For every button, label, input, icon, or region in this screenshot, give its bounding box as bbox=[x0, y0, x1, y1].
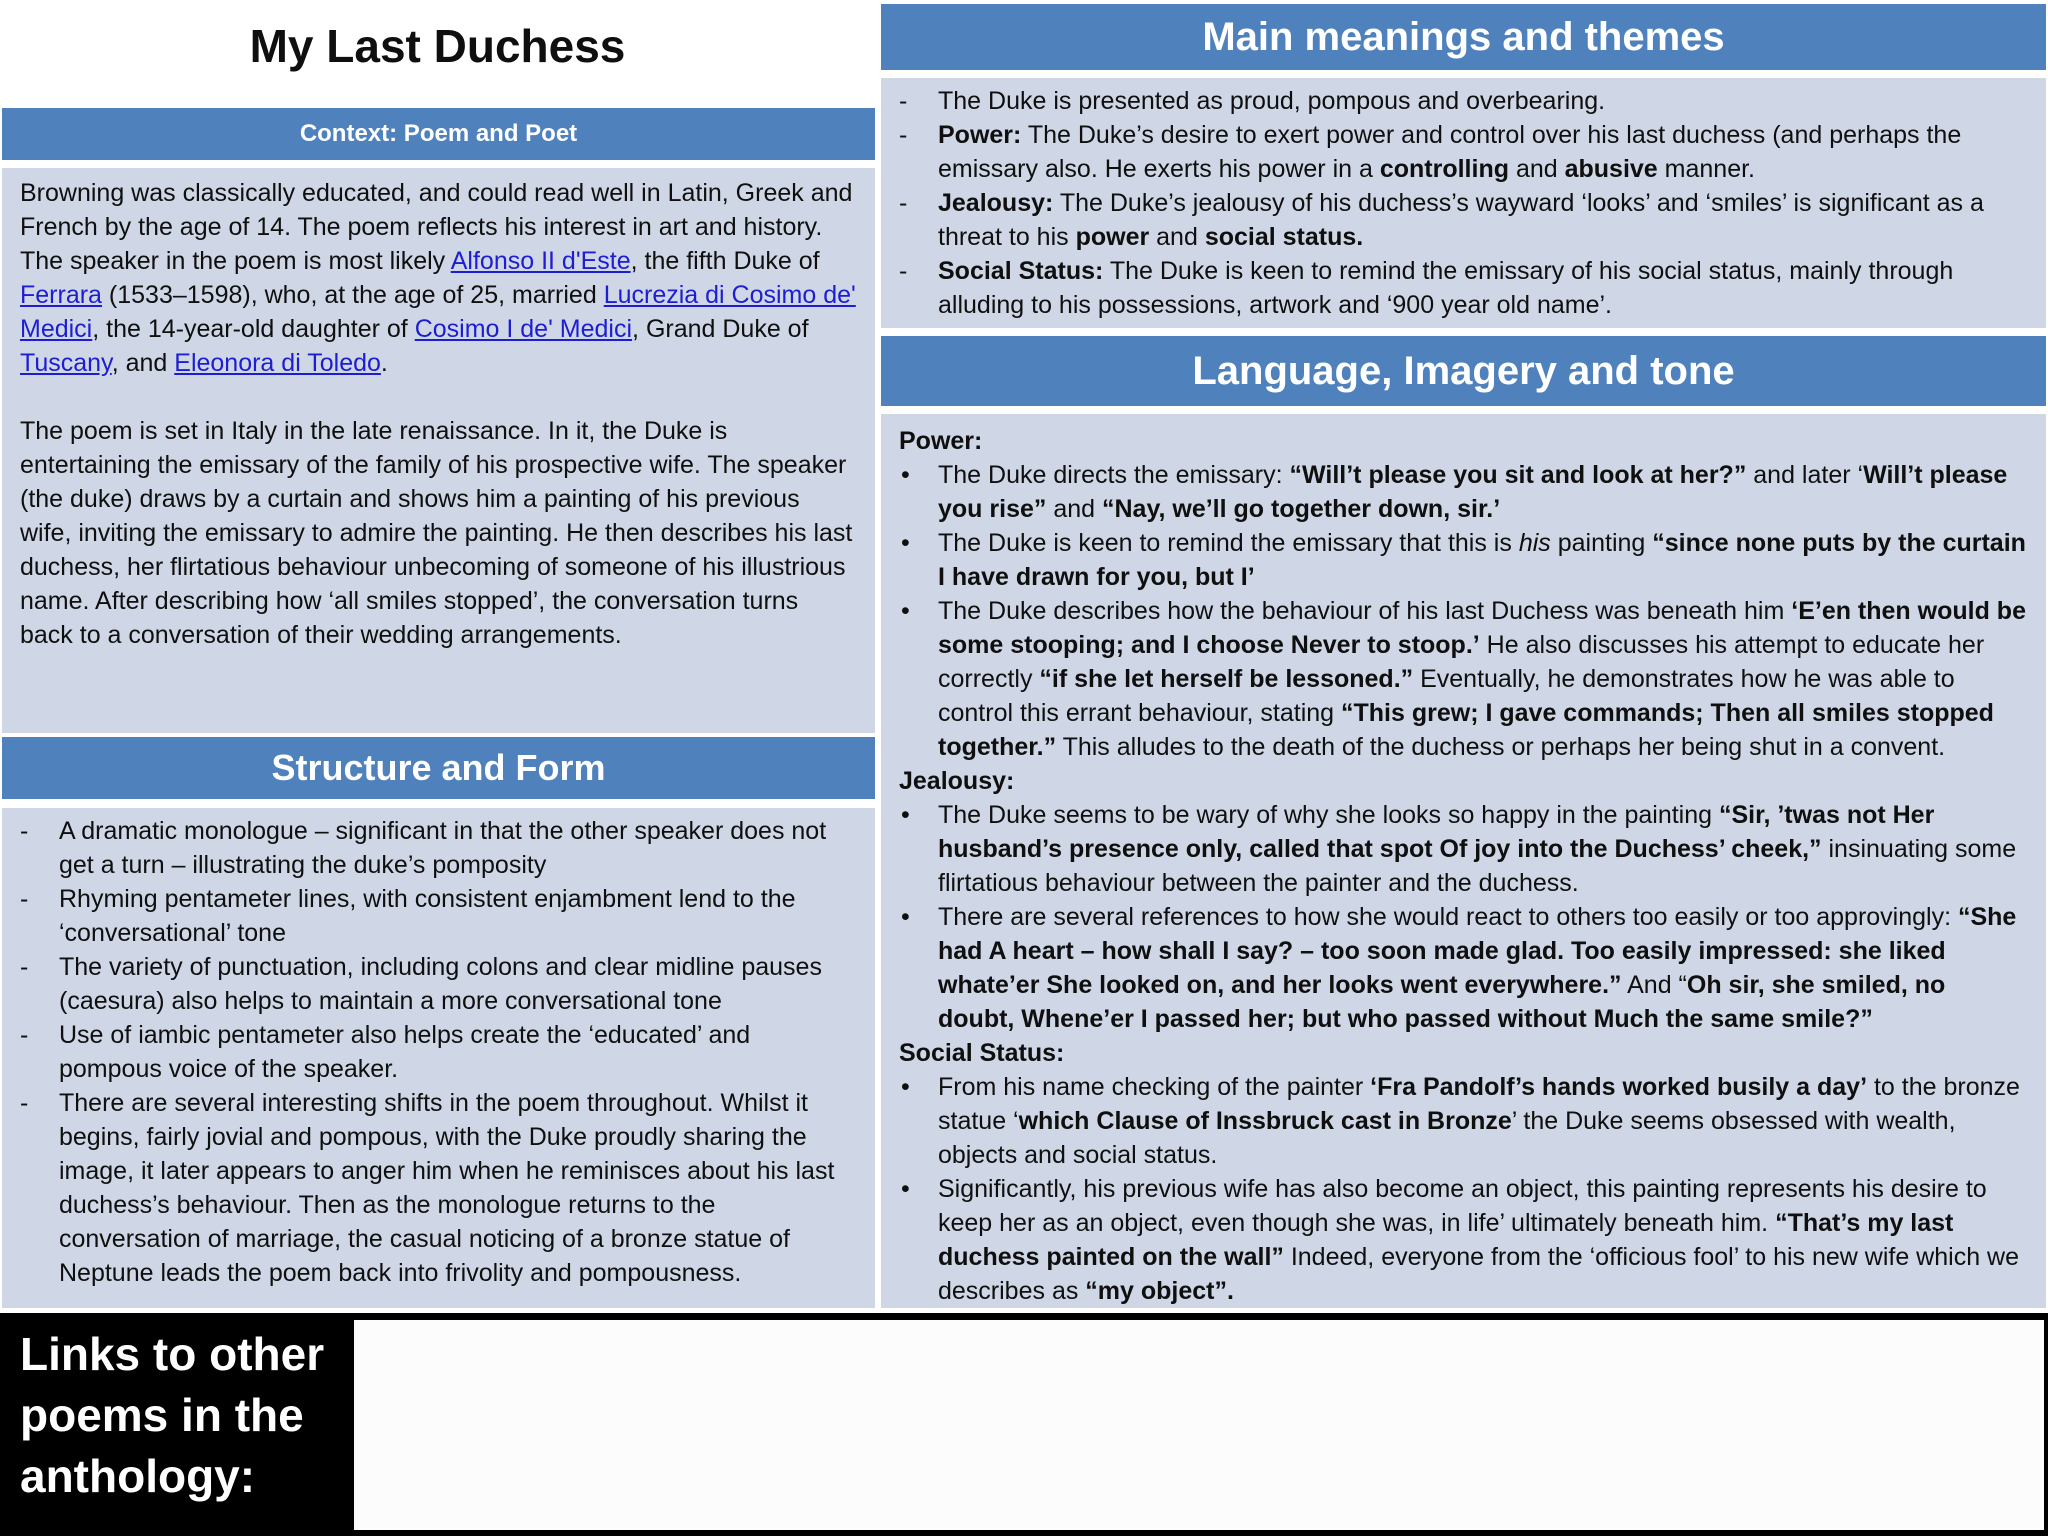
structure-heading: Structure and Form bbox=[2, 737, 875, 799]
list-item bbox=[20, 814, 857, 882]
list-item bbox=[20, 1086, 857, 1290]
list-item bbox=[20, 882, 857, 950]
context-paragraph-spacer bbox=[20, 380, 857, 414]
list-item bbox=[899, 186, 2028, 254]
context-paragraph-2 bbox=[20, 414, 857, 652]
bold-text: “This grew; I gave commands; Then all smiles stopped together.” bbox=[938, 699, 1994, 761]
text-run: . bbox=[380, 349, 388, 377]
text-run: Rhyming pentameter lines, with consistent enjambment lend to the ‘conversational’ tone bbox=[59, 885, 796, 947]
text-run: The Duke seems to be wary of why she looks so happy in the painting bbox=[938, 801, 1719, 829]
text-run: , and bbox=[111, 349, 175, 377]
text-run: The Duke describes how the behaviour of his last Duchess was beneath him bbox=[938, 597, 1792, 625]
text-run: The Duke directs the emissary: bbox=[938, 461, 1290, 489]
language-subheading: Social Status: bbox=[899, 1039, 1065, 1067]
language-panel bbox=[881, 414, 2046, 1308]
bold-text: “since none puts by the curtain I have drawn for you, but I’ bbox=[938, 529, 2026, 591]
text-run: The Duke is keen to remind the emissary that this is bbox=[938, 529, 1519, 557]
text-run: insinuating some flirtatious behaviour between the painter and the duchess. bbox=[938, 835, 2017, 897]
reference-link[interactable]: Cosimo I de' Medici bbox=[414, 315, 633, 343]
text-run: This alludes to the death of the duchess or perhaps her being shut in a convent. bbox=[1056, 733, 1946, 761]
language-sections bbox=[899, 424, 2028, 1308]
list-item bbox=[899, 118, 2028, 186]
list-item bbox=[899, 1070, 2028, 1172]
text-run: There are several references to how she would react to others too easily or too approvingly: bbox=[938, 903, 1958, 931]
text-run: The Duke’s desire to exert power and control over his last duchess (and perhaps the emissary also. He exerts his power in a bbox=[938, 121, 1962, 183]
bold-text: Social Status: bbox=[938, 257, 1104, 285]
bold-text: social status. bbox=[1204, 223, 1364, 251]
text-run: Indeed, everyone from the ‘officious fool’ to his new wife which we describes as bbox=[938, 1243, 2019, 1305]
language-heading: Language, Imagery and tone bbox=[881, 336, 2046, 406]
themes-panel bbox=[881, 78, 2046, 328]
text-run: and later ‘ bbox=[1746, 461, 1864, 489]
language-subheading: Jealousy: bbox=[899, 767, 1015, 795]
text-run: The poem is set in Italy in the late renaissance. In it, the Duke is entertaining the emissary of the family of his prospective wife. The speaker (the duke) draws by a curtain and shows him a painting of his previous wife, inviting the emissary to admire the painting. He then describes his last duchess, her flirtatious behaviour unbecoming of someone of his illustrious name. After describing how ‘all smiles stopped’, the conversation turns back to a conversation of their wedding arrangements. bbox=[20, 417, 853, 649]
italic-text: his bbox=[1518, 529, 1551, 557]
reference-link[interactable]: Eleonora di Toledo bbox=[174, 349, 381, 377]
bold-text: power bbox=[1075, 223, 1150, 251]
bold-text: “That’s my last duchess painted on the wall” bbox=[938, 1209, 1954, 1271]
bold-text: ‘Fra Pandolf’s hands worked busily a day’ bbox=[1370, 1073, 1868, 1101]
bold-text: Power: bbox=[938, 121, 1022, 149]
bold-text: “Will’t please you sit and look at her?” bbox=[1289, 461, 1747, 489]
bold-text: “if she let herself be lessoned.” bbox=[1039, 665, 1414, 693]
list-item bbox=[899, 798, 2028, 900]
list-item bbox=[899, 900, 2028, 1036]
text-run: The Duke is presented as proud, pompous and overbearing. bbox=[938, 87, 1606, 115]
text-run: A dramatic monologue – significant in that the other speaker does not get a turn – illustrating the duke’s pomposity bbox=[59, 817, 827, 879]
list-item bbox=[899, 594, 2028, 764]
text-run: painting bbox=[1550, 529, 1653, 557]
text-run: ’ the Duke seems obsessed with wealth, objects and social status. bbox=[938, 1107, 1956, 1169]
text-run: The Duke’s jealousy of his duchess’s wayward ‘looks’ and ‘smiles’ is significant as a threat to his bbox=[938, 189, 1984, 251]
text-run: and bbox=[1509, 155, 1565, 183]
themes-list bbox=[899, 84, 2028, 322]
language-subheading: Power: bbox=[899, 427, 983, 455]
bold-text: abusive bbox=[1564, 155, 1658, 183]
links-content-area bbox=[354, 1320, 2044, 1530]
text-run: to the bronze statue ‘ bbox=[938, 1073, 2020, 1135]
text-run: There are several interesting shifts in the poem throughout. Whilst it begins, fairly jovial and pompous, with the Duke proudly sharing the image, it later appears to anger him when he reminisces about his last duchess’s behaviour. Then as the monologue returns to the conversation of marriage, the casual noticing of a bronze statue of Neptune leads the poem back into frivolity and pompousness. bbox=[59, 1089, 835, 1287]
bold-text: “Nay, we’ll go together down, sir.’ bbox=[1101, 495, 1501, 523]
text-run: , Grand Duke of bbox=[632, 315, 809, 343]
structure-list bbox=[20, 814, 857, 1290]
text-run: and bbox=[1149, 223, 1205, 251]
text-run: The Duke is keen to remind the emissary of his social status, mainly through alluding to his possessions, artwork and ‘900 year old name’. bbox=[938, 257, 1954, 319]
text-run: manner. bbox=[1657, 155, 1755, 183]
reference-link[interactable]: Alfonso II d'Este bbox=[450, 247, 631, 275]
context-panel bbox=[2, 168, 875, 733]
links-heading: Links to other poems in the anthology: bbox=[20, 1328, 325, 1502]
reference-link[interactable]: Lucrezia di Cosimo de' Medici bbox=[20, 281, 856, 343]
list-item bbox=[20, 1018, 857, 1086]
page-title: My Last Duchess bbox=[249, 20, 626, 72]
context-heading: Context: Poem and Poet bbox=[2, 108, 875, 160]
list-item bbox=[20, 950, 857, 1018]
bold-text: ‘E’en then would be some stooping; and I choose Never to stoop.’ bbox=[938, 597, 2026, 659]
language-list bbox=[899, 458, 2028, 764]
list-item bbox=[899, 526, 2028, 594]
text-run: And “ bbox=[1621, 971, 1687, 999]
text-run: Eventually, he demonstrates how he was able to control this errant behaviour, stating bbox=[938, 665, 1955, 727]
bold-text: Oh sir, she smiled, no doubt, Whene’er I passed her; but who passed without Much the same smile?” bbox=[938, 971, 1946, 1033]
bold-text: “Sir, ’twas not Her husband’s presence only, called that spot Of joy into the Duchess’ cheek,” bbox=[938, 801, 1935, 863]
text-run: (1533–1598), who, at the age of 25, married bbox=[101, 281, 604, 309]
context-paragraph-1 bbox=[20, 176, 857, 380]
text-run: Browning was classically educated, and could read well in Latin, Greek and French by the age of 14. The poem reflects his interest in art and history. The speaker in the poem is most likely bbox=[20, 179, 853, 275]
bold-text: “my object”. bbox=[1085, 1277, 1234, 1305]
text-run: and bbox=[1046, 495, 1102, 523]
list-item bbox=[899, 84, 2028, 118]
bold-text: Jealousy: bbox=[938, 189, 1054, 217]
reference-link[interactable]: Tuscany bbox=[20, 349, 112, 377]
text-run: Significantly, his previous wife has also become an object, this painting represents his desire to keep her as an object, even though she was, in life’ ultimately beneath him. bbox=[938, 1175, 1987, 1237]
structure-panel bbox=[2, 808, 875, 1308]
list-item bbox=[899, 254, 2028, 322]
text-run: He also discusses his attempt to educate her correctly bbox=[938, 631, 1985, 693]
text-run: Use of iambic pentameter also helps create the ‘educated’ and pompous voice of the speaker. bbox=[59, 1021, 751, 1083]
reference-link[interactable]: Ferrara bbox=[20, 281, 102, 309]
list-item bbox=[899, 1172, 2028, 1308]
language-list bbox=[899, 1070, 2028, 1308]
language-list bbox=[899, 798, 2028, 1036]
bold-text: which Clause of Inssbruck cast in Bronze bbox=[1018, 1107, 1512, 1135]
bold-text: “She had A heart – how shall I say? – too soon made glad. Too easily impressed: she liked whate’er She looked on, and her looks went everywhere.” bbox=[938, 903, 2017, 999]
text-run: From his name checking of the painter bbox=[938, 1073, 1371, 1101]
text-run: , the 14-year-old daughter of bbox=[92, 315, 415, 343]
list-item bbox=[899, 458, 2028, 526]
themes-heading: Main meanings and themes bbox=[881, 4, 2046, 70]
bold-text: Will’t please you rise” bbox=[938, 461, 2008, 523]
bold-text: controlling bbox=[1379, 155, 1509, 183]
text-run: , the fifth Duke of bbox=[630, 247, 820, 275]
text-run: The variety of punctuation, including colons and clear midline pauses (caesura) also helps to maintain a more conversational tone bbox=[59, 953, 822, 1015]
